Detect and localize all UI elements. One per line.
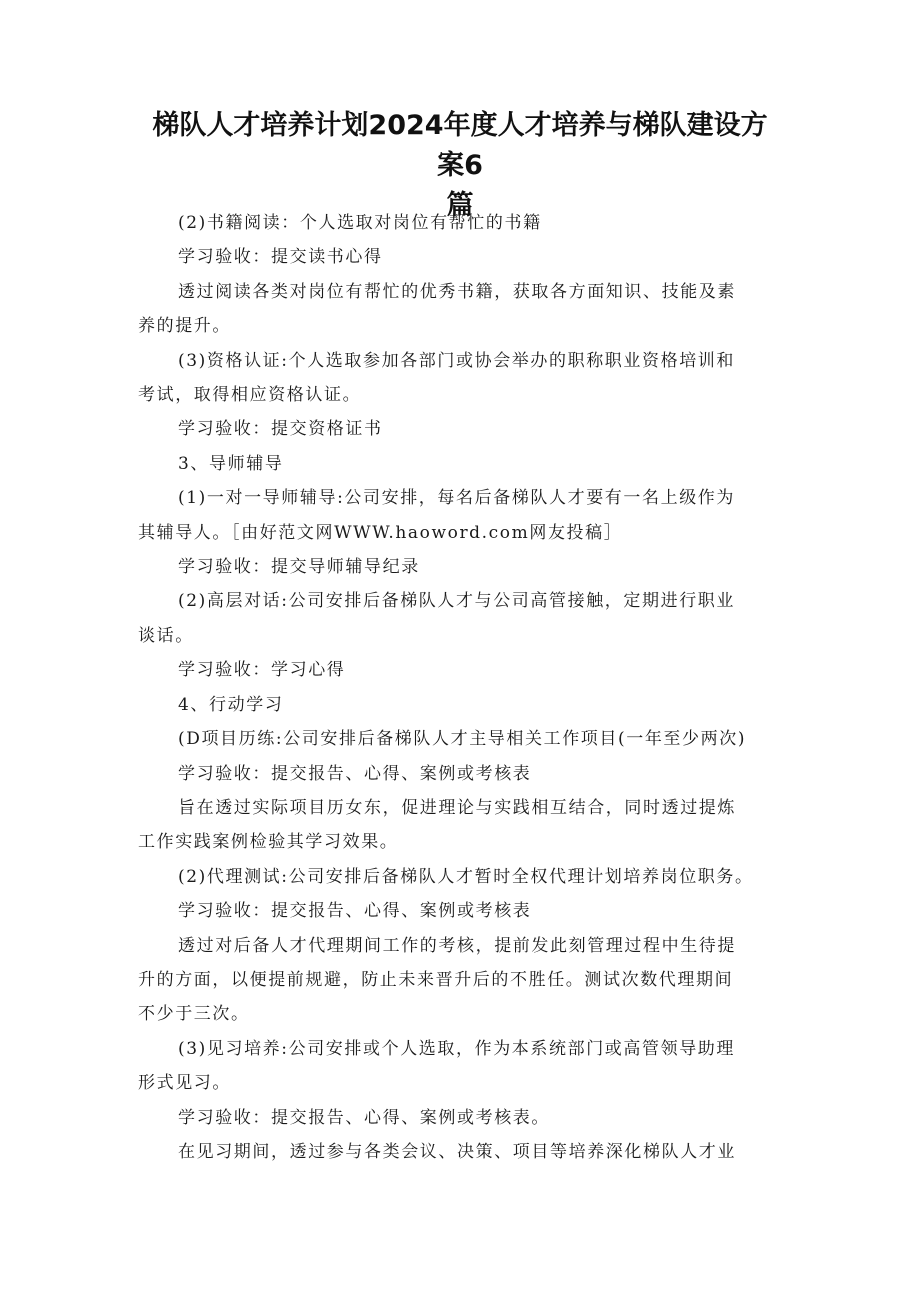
text-line: (D项目历练:公司安排后备梯队人才主导相关工作项目(一年至少两次): [178, 729, 747, 750]
text-line: 学习验收：提交报告、心得、案例或考核表: [178, 901, 532, 922]
text-line: 学习验收：学习心得: [178, 660, 346, 681]
text-line: 养的提升。: [138, 316, 231, 337]
text-line: 工作实践案例检验其学习效果。: [138, 832, 399, 853]
text-line: 学习验收：提交报告、心得、案例或考核表。: [178, 1107, 550, 1128]
text-line: 形式见习。: [138, 1073, 231, 1094]
title-line-2: 篇: [446, 190, 474, 221]
text-line: 透过阅读各类对岗位有帮忙的优秀书籍，获取各方面知识、技能及素: [178, 281, 736, 302]
text-line: 透过对后备人才代理期间工作的考核，提前发此刻管理过程中生待提: [178, 935, 736, 956]
text-line: (2)书籍阅读：个人选取对岗位有帮忙的书籍: [178, 213, 542, 233]
text-line: (2)代理测试:公司安排后备梯队人才暂时全权代理计划培养岗位职务。: [178, 866, 754, 887]
text-line: (1)一对一导师辅导:公司安排，每名后备梯队人才要有一名上级作为: [178, 488, 736, 509]
text-line: 考试，取得相应资格认证。: [138, 385, 362, 406]
text-line: 学习验收：提交读书心得: [178, 247, 383, 268]
text-line: 学习验收：提交报告、心得、案例或考核表: [178, 763, 532, 784]
title-line-1: 梯队人才培养计划2024年度人才培养与梯队建设方案6: [152, 110, 768, 181]
text-line: 不少于三次。: [138, 1004, 250, 1025]
text-line: 谈话。: [138, 625, 194, 646]
document-body: [138, 206, 798, 1169]
text-line: 升的方面，以便提前规避，防止未来晋升后的不胜任。测试次数代理期间: [138, 969, 734, 990]
text-line: 其辅导人。［由好范文网WWW.haoword.com网友投稿］: [138, 522, 623, 543]
text-line: 旨在透过实际项目历女东，促进理论与实践相互结合，同时透过提炼: [178, 797, 736, 818]
text-line: 在见习期间，透过参与各类会议、决策、项目等培养深化梯队人才业: [178, 1141, 736, 1162]
text-line: (3)见习培养:公司安排或个人选取，作为本系统部门或高管领导助理: [178, 1038, 736, 1059]
section-heading: 4、行动学习: [178, 694, 284, 715]
section-heading: 3、导师辅导: [178, 453, 284, 474]
text-line: (2)高层对话:公司安排后备梯队人才与公司高管接触，定期进行职业: [178, 591, 736, 612]
text-line: 学习验收：提交资格证书: [178, 419, 383, 440]
text-line: (3)资格认证:个人选取参加各部门或协会举办的职称职业资格培训和: [178, 350, 736, 371]
text-line: 学习验收：提交导师辅导纪录: [178, 557, 420, 578]
